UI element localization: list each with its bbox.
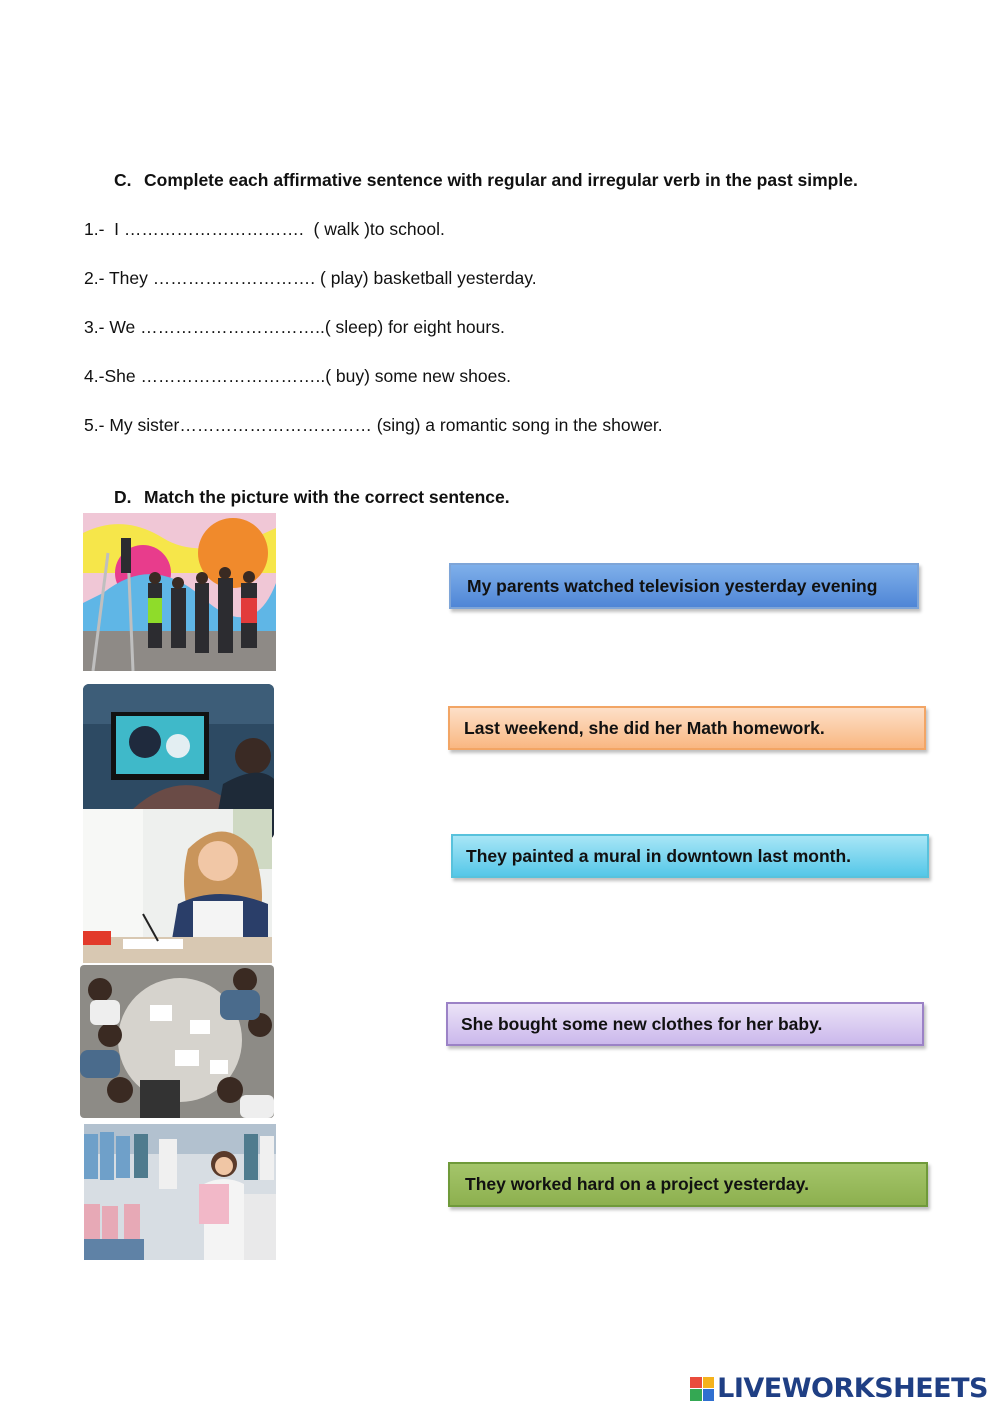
section-d-letter: D. <box>114 487 132 507</box>
sentence-rest: (sing) a romantic song in the shower. <box>376 415 663 435</box>
answer-text: My parents watched television yesterday evening <box>467 575 878 596</box>
answer-box-painted-mural[interactable] <box>451 834 929 878</box>
sentence-rest: ( sleep) for eight hours. <box>324 317 505 337</box>
sentence-4 <box>84 366 511 387</box>
sentence-number: 5.- <box>84 415 105 435</box>
section-c-heading <box>114 170 858 191</box>
sentence-number: 2.- <box>84 268 105 288</box>
answer-box-worked-on-project[interactable] <box>448 1162 928 1207</box>
liveworksheets-logo[interactable] <box>690 1373 988 1404</box>
section-d-title: Match the picture with the correct sentence. <box>144 487 510 507</box>
answer-box-watched-television[interactable] <box>449 563 919 609</box>
sentence-5 <box>84 415 663 436</box>
picture-team-working-on-project[interactable] <box>80 965 274 1118</box>
sentence-subject: They <box>108 268 148 288</box>
answer-blank-3[interactable]: ………………………….. <box>140 317 325 337</box>
picture-shopping-baby-clothes[interactable] <box>84 1124 276 1260</box>
answer-blank-5[interactable]: …………………………… <box>179 415 372 435</box>
sentence-number: 3.- <box>84 317 105 337</box>
sentence-number: 4.- <box>84 366 105 386</box>
sentence-1 <box>84 219 445 240</box>
answer-text: Last weekend, she did her Math homework. <box>464 717 825 738</box>
picture-mural-painting[interactable] <box>83 513 276 671</box>
answer-blank-4[interactable]: ………………………….. <box>140 366 326 386</box>
answer-blank-1[interactable]: …………………………. <box>123 219 304 239</box>
answer-blank-2[interactable]: ………………………. <box>152 268 316 288</box>
answer-text: She bought some new clothes for her baby. <box>461 1013 823 1034</box>
answer-text: They painted a mural in downtown last month. <box>466 845 852 866</box>
section-d-heading <box>114 487 510 508</box>
sentence-subject: I <box>114 219 120 239</box>
sentence-subject: We <box>109 317 136 337</box>
section-c-title: Complete each affirmative sentence with regular and irregular verb in the past simple. <box>144 170 858 190</box>
answer-text: They worked hard on a project yesterday. <box>465 1174 809 1194</box>
logo-text: LIVEWORKSHEETS <box>717 1373 988 1404</box>
section-c-letter: C. <box>114 170 132 190</box>
sentence-number: 1.- <box>84 219 105 239</box>
sentence-3 <box>84 317 505 338</box>
answer-box-bought-clothes[interactable] <box>446 1002 924 1046</box>
sentence-subject: She <box>104 366 136 386</box>
sentence-rest: ( walk )to school. <box>313 219 445 239</box>
sentence-rest: ( buy) some new shoes. <box>325 366 511 386</box>
sentence-rest: ( play) basketball yesterday. <box>320 268 537 288</box>
picture-girl-doing-homework[interactable] <box>83 809 272 963</box>
sentence-subject: My sister <box>109 415 180 435</box>
sentence-2 <box>84 268 537 289</box>
answer-box-math-homework[interactable] <box>448 706 926 750</box>
logo-mark-icon <box>690 1377 714 1401</box>
